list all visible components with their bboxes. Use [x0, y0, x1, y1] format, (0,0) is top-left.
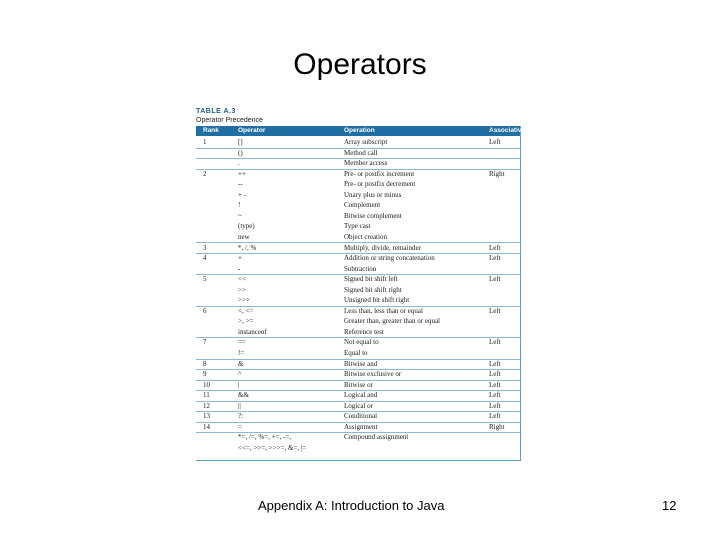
cell-operator: new — [238, 232, 250, 241]
cell-associativity: Left — [489, 401, 501, 410]
operator-precedence-table-figure — [192, 106, 530, 462]
cell-operator: && — [238, 391, 249, 400]
cell-operator: & — [238, 359, 244, 368]
cell-operator: <<=, >>=, >>>=, &=, |= — [238, 443, 307, 452]
cell-operator: <, <= — [238, 306, 254, 315]
table-row — [196, 306, 520, 317]
cell-operator: ~ — [238, 211, 242, 220]
cell-associativity: Left — [489, 306, 501, 315]
cell-operator: || — [238, 401, 241, 410]
cell-operator: >> — [238, 285, 246, 294]
cell-operation: Member access — [344, 159, 388, 168]
cell-operator: + - — [238, 190, 247, 199]
cell-operator: | — [238, 380, 240, 389]
cell-rank: 10 — [203, 380, 210, 389]
table-row — [196, 316, 520, 327]
cell-rank: 2 — [203, 169, 207, 178]
cell-associativity: Left — [489, 391, 501, 400]
cell-operation: Bitwise exclusive or — [344, 370, 402, 379]
cell-operator: *, /, % — [238, 243, 257, 252]
cell-operation: Equal to — [344, 349, 368, 357]
cell-operator: >>> — [238, 296, 250, 305]
cell-rank: 4 — [203, 254, 207, 263]
cell-operation: Assignment — [344, 422, 378, 431]
cell-operation: Bitwise complement — [344, 211, 402, 220]
cell-associativity: Left — [489, 254, 501, 263]
cell-operator: instanceof — [238, 327, 267, 336]
table-header-row — [196, 126, 530, 136]
cell-associativity: Right — [489, 169, 505, 178]
cell-associativity: Left — [489, 243, 501, 252]
cell-associativity: Left — [489, 138, 501, 146]
table-row — [196, 221, 520, 232]
cell-rank: 7 — [203, 338, 207, 347]
table-row — [196, 253, 520, 264]
cell-operator: . — [238, 159, 240, 168]
cell-operator: != — [238, 349, 245, 357]
cell-operation: Less than, less than or equal — [344, 306, 423, 315]
cell-operation: Unsigned bit shift right — [344, 296, 410, 305]
table-row — [196, 200, 520, 211]
cell-operation: Signed bit shift left — [344, 275, 398, 284]
cell-operation: Complement — [344, 201, 381, 210]
cell-operation: Logical or — [344, 401, 373, 410]
cell-operation: Pre- or postfix increment — [344, 169, 415, 178]
cell-operator: == — [238, 338, 246, 347]
cell-rank: 1 — [203, 138, 207, 146]
cell-operation: Multiply, divide, remainder — [344, 243, 421, 252]
slide-footer: Appendix A: Introduction to Java — [258, 498, 445, 513]
table-row — [196, 337, 520, 348]
cell-associativity: Right — [489, 422, 505, 431]
cell-operation: Logical and — [344, 391, 378, 400]
table-row — [196, 274, 520, 285]
cell-rank: 13 — [203, 412, 210, 421]
cell-operation: Array subscript — [344, 138, 388, 146]
cell-associativity: Left — [489, 412, 501, 421]
cell-associativity: Left — [489, 275, 501, 284]
cell-rank: 3 — [203, 243, 207, 252]
cell-operator: *=, /=, %=, +=, -=, — [238, 433, 292, 442]
cell-operator: ^ — [238, 370, 242, 379]
cell-operator: << — [238, 275, 246, 284]
header-operation: Operation — [344, 127, 375, 134]
header-operator: Operator — [238, 127, 266, 134]
header-rank: Rank — [203, 127, 219, 134]
cell-rank: 11 — [203, 391, 210, 400]
cell-operator: -- — [238, 180, 243, 189]
cell-operation: Subtraction — [344, 264, 377, 273]
cell-rank: 5 — [203, 275, 207, 284]
cell-operation: Method call — [344, 148, 378, 157]
cell-operator: ?: — [238, 412, 244, 421]
cell-operation: Not equal to — [344, 338, 379, 347]
cell-operator: () — [238, 148, 243, 157]
cell-operation: Addition or string concatenation — [344, 254, 435, 263]
cell-operation: Object creation — [344, 232, 387, 241]
cell-rank: 9 — [203, 370, 207, 379]
cell-rank: 12 — [203, 401, 210, 410]
operator-precedence-table — [196, 126, 530, 461]
cell-operation: Bitwise or — [344, 380, 373, 389]
cell-operation: Greater than, greater than or equal — [344, 317, 441, 326]
cell-operator: >, >= — [238, 317, 254, 326]
cell-rank: 6 — [203, 306, 207, 315]
table-row — [196, 285, 520, 296]
cell-rank: 14 — [203, 422, 210, 431]
header-associativity: Associativity — [489, 127, 530, 134]
slide-title: Operators — [293, 48, 427, 81]
table-row — [196, 190, 520, 201]
cell-associativity: Left — [489, 359, 501, 368]
table-row — [196, 443, 520, 454]
cell-operation: Conditional — [344, 412, 378, 421]
cell-operator: ++ — [238, 169, 246, 178]
cell-operation: Pre- or postfix decrement — [344, 180, 416, 189]
table-row — [196, 179, 520, 190]
table-row — [196, 432, 520, 443]
cell-operation: Bitwise and — [344, 359, 378, 368]
cell-operation: Signed bit shift right — [344, 285, 402, 294]
cell-operator: (type) — [238, 222, 255, 231]
cell-operator: = — [238, 422, 242, 431]
table-caption: Operator Precedence — [196, 117, 263, 124]
cell-operation: Compound assignment — [344, 433, 409, 442]
page-number: 12 — [662, 498, 677, 513]
cell-operator: ! — [238, 201, 241, 210]
table-label: TABLE A.3 — [196, 108, 236, 115]
cell-associativity: Left — [489, 370, 501, 379]
cell-associativity: Left — [489, 338, 501, 347]
cell-operation: Type cast — [344, 222, 371, 231]
cell-operation: Unary plus or minus — [344, 190, 402, 199]
table-row — [196, 169, 520, 180]
cell-associativity: Left — [489, 380, 501, 389]
cell-operator: + — [238, 254, 242, 263]
cell-operator: [] — [238, 138, 243, 146]
table-row — [196, 211, 520, 222]
cell-operator: - — [238, 264, 241, 273]
cell-rank: 8 — [203, 359, 207, 368]
cell-operation: Reference test — [344, 327, 384, 336]
